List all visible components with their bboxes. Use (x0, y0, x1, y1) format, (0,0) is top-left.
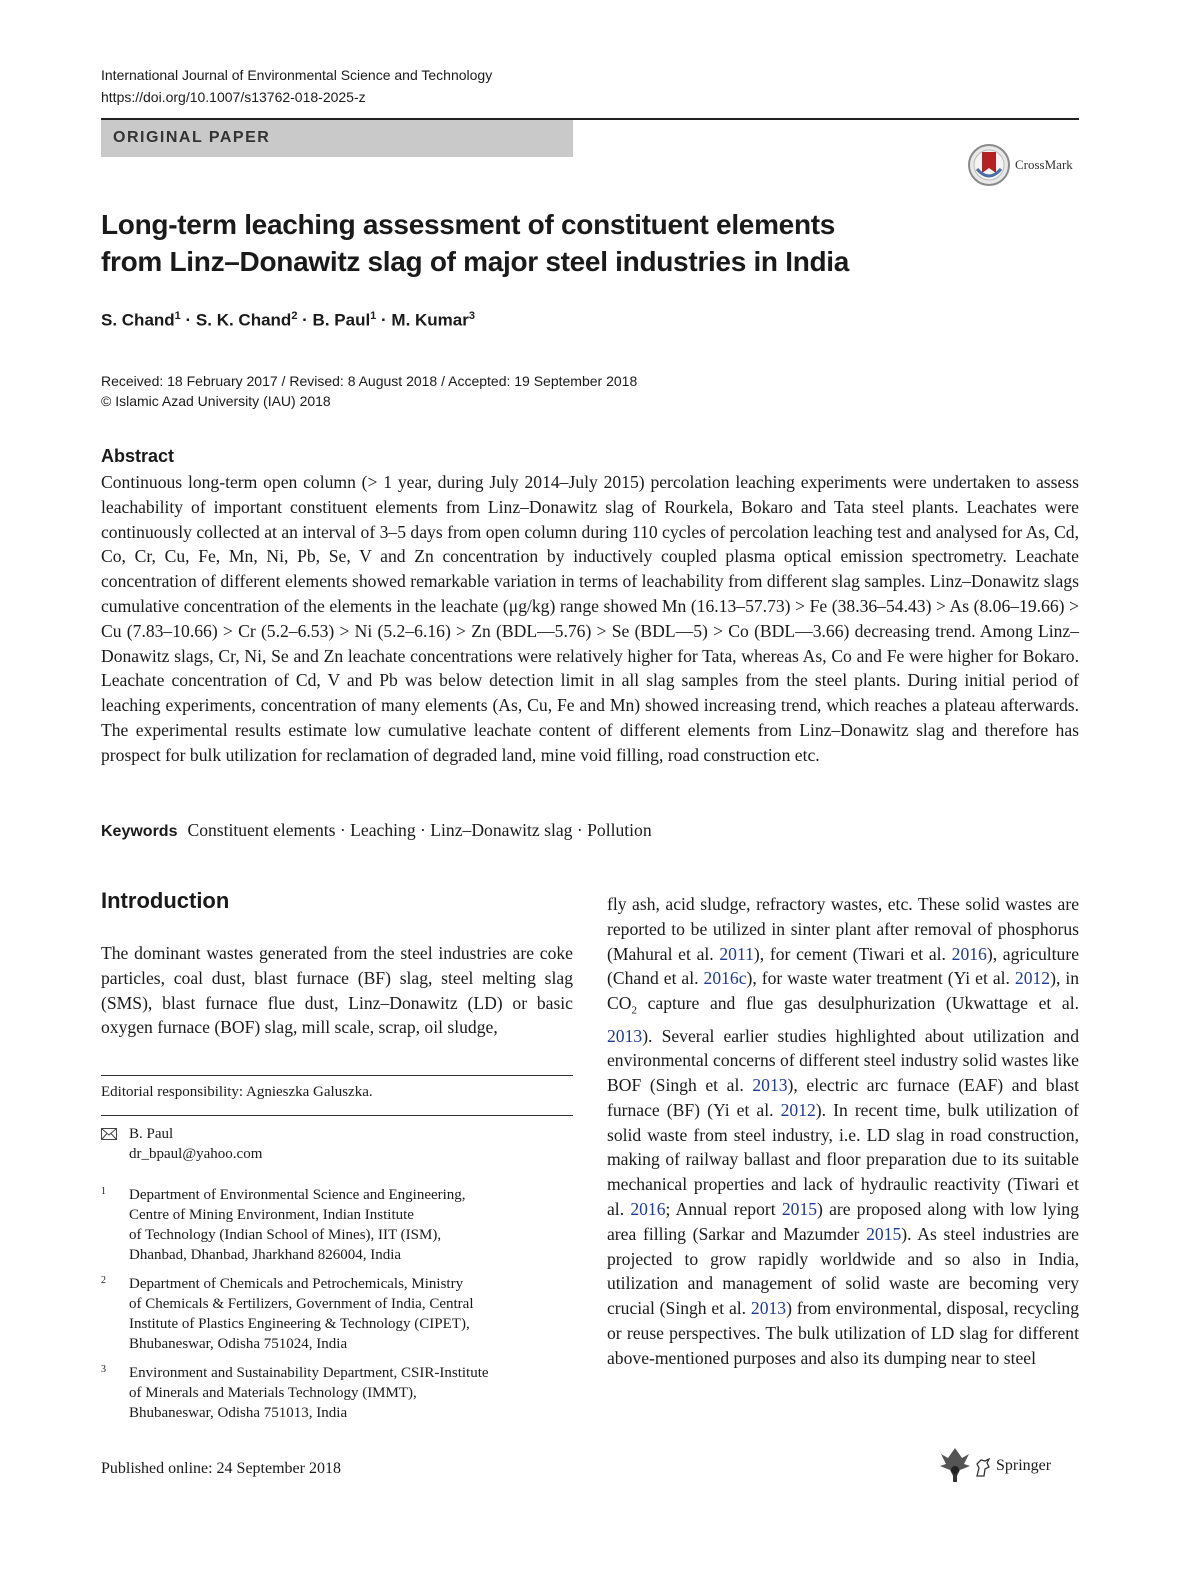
reference-link[interactable]: 2013 (750, 1298, 787, 1319)
publisher-logo (996, 1457, 1051, 1475)
reference-link[interactable]: 2012 (1014, 968, 1051, 989)
affiliation-number: 3 (101, 1364, 106, 1375)
author-affiliation-marker: 2 (291, 310, 298, 322)
reference-link[interactable]: 2012 (780, 1099, 816, 1120)
body-text: ) from environmental, disposal, recycling or reuse perspectives. The bulk utilization of LD slag for different above-mentioned purposes and also its dumping near to steel (607, 1298, 1079, 1368)
affiliation-line: of Chemicals & Fertilizers, Government of India, Central (129, 1296, 474, 1312)
copyright-line: © Islamic Azad University (IAU) 2018 (101, 393, 331, 409)
editorial-responsibility: Editorial responsibility: Agnieszka Galuszka. (101, 1084, 373, 1100)
reference-link[interactable]: 2016c (703, 968, 747, 989)
crossmark-label: CrossMark (1015, 157, 1073, 172)
author-separator: · (297, 310, 313, 330)
body-text: ), agriculture (Chand et al. (607, 943, 1080, 989)
body-text: capture and flue gas desulphurization (Ukwattage et al. (636, 993, 1079, 1014)
introduction-heading: Introduction (101, 888, 230, 913)
keywords-label: Keywords (101, 823, 178, 840)
abstract-heading: Abstract (101, 446, 175, 466)
history-dates: Received: 18 February 2017 / Revised: 8 August 2018 / Accepted: 19 September 2018 (101, 373, 638, 389)
body-text: ). Several earlier studies highlighted about utilization and environmental concerns of different steel industry solid wastes like BOF (Singh et al. (607, 1025, 1079, 1096)
corresponding-author (101, 1124, 573, 1164)
reference-link[interactable]: 2013 (752, 1075, 788, 1096)
affiliation-1 (101, 1185, 573, 1265)
body-text: fly ash, acid sludge, refractory wastes, etc. These solid wastes are reported to be utilized in sinter plant after removal of phosphorus (Mahural et al. (607, 894, 1079, 964)
affiliation-number: 1 (101, 1186, 106, 1197)
springer-horse-icon (974, 1458, 992, 1478)
author-name[interactable]: S. K. Chand (195, 310, 292, 330)
body-text: ), electric arc furnace (EAF) and blast furnace (BF) (Yi et al. (607, 1075, 1079, 1120)
author-name[interactable]: B. Paul (312, 310, 371, 330)
crossmark-icon (967, 143, 1011, 187)
tree-logo-icon (938, 1444, 972, 1484)
body-text: ; Annual report (665, 1199, 782, 1220)
title-line-2: from Linz–Donawitz slag of major steel industries in India (101, 246, 850, 277)
author-list (101, 310, 475, 331)
journal-name: International Journal of Environmental Science and Technology (101, 67, 493, 83)
author-affiliation-marker: 3 (468, 310, 475, 322)
footnote-rule (101, 1075, 573, 1076)
published-online: Published online: 24 September 2018 (101, 1460, 341, 1477)
author-name[interactable]: S. Chand (101, 310, 175, 330)
doi-link[interactable]: https://doi.org/10.1007/s13762-018-2025-z (101, 89, 366, 105)
affiliation-2 (101, 1274, 573, 1354)
body-text: ), for cement (Tiwari et al. (753, 943, 952, 964)
crossmark-badge[interactable] (967, 143, 1087, 187)
article-type-label: ORIGINAL PAPER (113, 129, 271, 146)
author-name[interactable]: M. Kumar (391, 310, 469, 330)
author-affiliation-marker: 1 (370, 310, 377, 322)
keywords-list: Constituent elements · Leaching · Linz–Donawitz slag · Pollution (187, 820, 652, 840)
publisher-name: Springer (996, 1457, 1052, 1474)
body-text: ). In recent time, bulk utilization of solid waste from steel industry, i.e. LD slag in road construction, making of railway ballast and floor preparation due to its suitable mechanical properties and lack of hydraulic reactivity (Tiwari et al. (607, 1099, 1080, 1220)
reference-link[interactable]: 2016 (630, 1199, 666, 1220)
affiliation-line: of Technology (Indian School of Mines), IIT (ISM), (129, 1227, 442, 1243)
reference-link[interactable]: 2011 (719, 943, 754, 964)
introduction-right-column (607, 892, 1079, 1371)
reference-link[interactable]: 2015 (781, 1199, 818, 1220)
affiliation-3 (101, 1363, 573, 1423)
body-text: ), in CO (607, 968, 1080, 1014)
affiliation-line: Dhanbad, Dhanbad, Jharkhand 826004, India (129, 1247, 402, 1263)
journal-header (101, 64, 492, 108)
affiliation-line: Environment and Sustainability Department, CSIR-Institute (129, 1365, 489, 1381)
body-text: ) are proposed along with low lying area filling (Sarkar and Mazumder (607, 1199, 1080, 1244)
author-separator: · (180, 310, 196, 330)
reference-link[interactable]: 2015 (866, 1223, 902, 1244)
reference-link[interactable]: 2016 (951, 943, 987, 964)
introduction-left-column: The dominant wastes generated from the steel industries are coke particles, coal dust, blast furnace (BF) slag, steel melting slag (SMS), blast furnace flue dust, Linz–Donawitz (LD) or basic oxygen furnace (BOF) slag, mill scale, scrap, oil sludge, (101, 943, 573, 1038)
abstract-body: Continuous long-term open column (> 1 year, during July 2014–July 2015) percolation leaching experiments were undertaken to assess leachability of important constituent elements from Linz–Donawitz slag of Rourkela, Bokaro and Tata steel plants. Leachates were continuously collected at an interval of 3–5 days from open column during 110 cycles of percolation leaching test and analysed for As, Cd, Co, Cr, Cu, Fe, Mn, Ni, Pb, Se, V and Zn concentration by inductively coupled plasma optical emission spectrometry. Leachate concentration of different elements showed remarkable variation in terms of leachability from different slag samples. Linz–Donawitz slags cumulative concentration of the elements in the leachate (μg/kg) range showed Mn (16.13–57.73) > Fe (38.36–54.43) > As (8.06–19.66) > Cu (7.83–10.66) > Cr (5.2–6.53) > Ni (5.2–6.16) > Zn (BDL—5.76) > Se (BDL—5) > Co (BDL—3.66) decreasing trend. Among Linz–Donawitz slags, Cr, Ni, Se and Zn leachate concentrations were relatively higher for Tata, whereas As, Co and Fe were higher for Bokaro. Leachate concentration of Cd, V and Pb was below detection limit in all slag samples from the steel plants. During initial period of leaching experiments, concentration of many elements (As, Cu, Fe and Mn) showed increasing trend, which reaches a plateau afterwards. The experimental results estimate low cumulative leachate content of different elements from Linz–Donawitz slag and therefore has prospect for bulk utilization for reclamation of degraded land, mine void filling, road construction etc. (101, 472, 1079, 765)
author-separator: · (376, 310, 392, 330)
reference-link[interactable]: 2013 (607, 1025, 643, 1046)
subscript: 2 (631, 1004, 637, 1017)
article-type-banner (101, 120, 573, 157)
affiliation-line: Department of Environmental Science and Engineering, (129, 1187, 466, 1203)
body-text: ). As steel industries are projected to grow rapidly worldwide and so also in India, utilization and management of solid waste are becoming very crucial (Singh et al. (607, 1223, 1079, 1319)
footnote-rule (101, 1115, 573, 1116)
title-line-1: Long-term leaching assessment of constituent elements (101, 209, 836, 240)
affiliation-line: Centre of Mining Environment, Indian Institute (129, 1207, 414, 1223)
keywords-line (101, 818, 1079, 844)
affiliation-line: of Minerals and Materials Technology (IMMT), (129, 1385, 417, 1401)
paper-title (101, 206, 1001, 280)
author-affiliation-marker: 1 (174, 310, 181, 322)
affiliation-line: Institute of Plastics Engineering & Technology (CIPET), (129, 1316, 470, 1332)
affiliation-line: Bhubaneswar, Odisha 751024, India (129, 1336, 348, 1352)
affiliation-line: Department of Chemicals and Petrochemicals, Ministry (129, 1276, 464, 1292)
publication-history (101, 371, 637, 411)
corresponding-name: B. Paul (129, 1126, 174, 1142)
body-text: ), for waste water treatment (Yi et al. (746, 968, 1015, 989)
corresponding-email[interactable]: dr_bpaul@yahoo.com (129, 1146, 263, 1162)
affiliation-line: Bhubaneswar, Odisha 751013, India (129, 1405, 348, 1421)
envelope-icon (101, 1128, 117, 1140)
affiliation-number: 2 (101, 1275, 106, 1286)
